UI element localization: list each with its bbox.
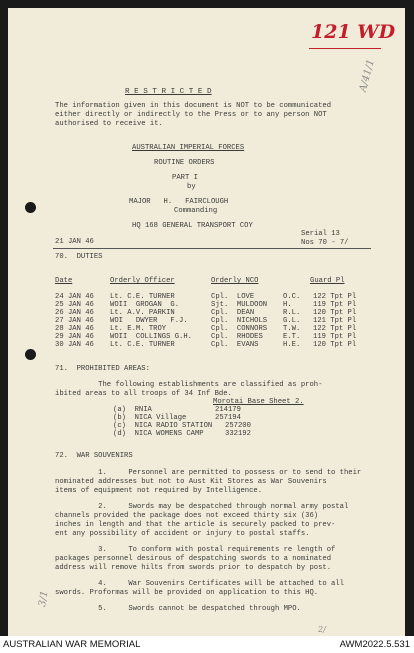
header-divider bbox=[53, 248, 371, 249]
duty-guard: 120 Tpt Pl bbox=[313, 309, 357, 317]
duty-officer: Lt. C.E. TURNER bbox=[110, 293, 175, 301]
commanding-officer: MAJOR H. FAIRCLOUGH bbox=[129, 198, 229, 206]
handwritten-reference: 121 WD bbox=[311, 21, 396, 43]
duty-date: 24 JAN 46 bbox=[55, 293, 94, 301]
map-sheet: Morotai Base Sheet 2. bbox=[213, 398, 304, 406]
duty-officer: WOII GROGAN G. bbox=[110, 301, 180, 309]
duty-date: 25 JAN 46 bbox=[55, 301, 94, 309]
area-grid-ref: 214179 bbox=[215, 406, 241, 414]
area-name: (a) RNIA bbox=[113, 406, 152, 414]
part-number: PART I bbox=[172, 174, 198, 182]
duty-date: 28 JAN 46 bbox=[55, 325, 94, 333]
pencil-annotation: 3/1 bbox=[36, 589, 51, 608]
duty-initials: O.C. bbox=[283, 293, 301, 301]
column-header: Orderly Officer bbox=[110, 277, 175, 285]
area-name: (c) NICA RADIO STATION bbox=[113, 422, 213, 430]
order-numbers: Nos 70 - 7/ bbox=[301, 239, 349, 247]
body-line: 4. War Souvenirs Certificates will be attached to all bbox=[55, 580, 344, 588]
document-page bbox=[8, 8, 405, 636]
pencil-annotation: A/41/1 bbox=[357, 58, 377, 94]
body-line: nominated addresses but not to Aust Kit Stores as War Souvenirs bbox=[55, 478, 327, 486]
duty-nco: Sjt. MULDOON bbox=[211, 301, 268, 309]
warning-line: authorised to receive it. bbox=[55, 120, 163, 128]
duty-officer: Lt. C.E. TURNER bbox=[110, 341, 175, 349]
area-name: (b) NICA Village bbox=[113, 414, 187, 422]
body-line: packages personnel desirous of despatching swords to a nominated bbox=[55, 555, 332, 563]
body-line: items of equipment not required by Intelligence. bbox=[55, 487, 263, 495]
duty-date: 26 JAN 46 bbox=[55, 309, 94, 317]
duty-nco: Cpl. NICHOLS bbox=[211, 317, 268, 325]
duty-date: 27 JAN 46 bbox=[55, 317, 94, 325]
section-heading: 71. PROHIBITED AREAS: bbox=[55, 365, 150, 373]
punch-hole bbox=[25, 349, 36, 360]
duty-officer: WOI DWYER F.J. bbox=[110, 317, 188, 325]
archive-name: AUSTRALIAN WAR MEMORIAL bbox=[3, 639, 141, 650]
body-line: inches in length and that the article is securely packed to prev- bbox=[55, 521, 336, 529]
area-name: (d) NICA WOMENS CAMP bbox=[113, 430, 204, 438]
duty-officer: WOII COLLINGS G.H. bbox=[110, 333, 192, 341]
area-grid-ref: 257194 bbox=[215, 414, 241, 422]
duty-initials: T.W. bbox=[283, 325, 301, 333]
document-title: ROUTINE ORDERS bbox=[154, 159, 215, 167]
classification: R E S T R I C T E D bbox=[125, 88, 212, 96]
section-heading: 72. WAR SOUVENIRS bbox=[55, 452, 133, 460]
body-line: 1. Personnel are permitted to possess or to send to their bbox=[55, 469, 362, 477]
duty-date: 29 JAN 46 bbox=[55, 333, 94, 341]
force-name: AUSTRALIAN IMPERIAL FORCES bbox=[132, 144, 245, 152]
duty-date: 30 JAN 46 bbox=[55, 341, 94, 349]
serial-number: Serial 13 bbox=[301, 230, 340, 238]
duty-initials: E.T. bbox=[283, 333, 301, 341]
body-line: swords. Proformas will be provided on application to this HQ. bbox=[55, 589, 319, 597]
duty-guard: 122 Tpt Pl bbox=[313, 293, 357, 301]
archive-reference: AWM2022.5.531 bbox=[339, 639, 410, 650]
area-grid-ref: 257200 bbox=[225, 422, 251, 430]
duty-nco: Cpl. EVANS bbox=[211, 341, 259, 349]
body-line: ent any possibility of accident or injury to postal staffs. bbox=[55, 530, 310, 538]
section-heading: 70. DUTIES bbox=[55, 253, 103, 261]
duty-guard: 119 Tpt Pl bbox=[313, 333, 357, 341]
duty-nco: Cpl. DEAN bbox=[211, 309, 255, 317]
pencil-annotation: 2/ bbox=[318, 625, 326, 634]
body-line: channels provided the package does not exceed thirty six (36) bbox=[55, 512, 319, 520]
body-line: The following establishments are classified as proh- bbox=[55, 381, 323, 389]
duty-initials: H. bbox=[283, 301, 292, 309]
duty-nco: Cpl. CONNORS bbox=[211, 325, 268, 333]
duty-initials: G.L. bbox=[283, 317, 301, 325]
duty-initials: R.L. bbox=[283, 309, 301, 317]
unit-name: HQ 168 GENERAL TRANSPORT COY bbox=[132, 222, 253, 230]
column-header: Orderly NCO bbox=[211, 277, 259, 285]
duty-guard: 121 Tpt Pl bbox=[313, 317, 357, 325]
duty-initials: H.E. bbox=[283, 341, 301, 349]
officer-role: Commanding bbox=[174, 207, 218, 215]
warning-line: either directly or indirectly to the Press or to any person NOT bbox=[55, 111, 327, 119]
body-line: address will remove hilts from swords prior to despatch by post. bbox=[55, 564, 332, 572]
duty-officer: Lt. E.M. TROY bbox=[110, 325, 167, 333]
duty-guard: 122 Tpt Pl bbox=[313, 325, 357, 333]
duty-nco: Cpl. RHODES bbox=[211, 333, 263, 341]
column-header: Date bbox=[55, 277, 73, 285]
area-grid-ref: 332192 bbox=[225, 430, 251, 438]
body-line: ibited areas to all troops of 34 Inf Bde. bbox=[55, 390, 232, 398]
column-header: Guard Pl bbox=[310, 277, 345, 285]
handwritten-underline bbox=[309, 48, 381, 49]
body-line: 2. Swords may be despatched through normal army postal bbox=[55, 503, 349, 511]
body-line: 5. Swords cannot be despatched through MPO. bbox=[55, 605, 301, 613]
duty-guard: 119 Tpt Pl bbox=[313, 301, 357, 309]
punch-hole bbox=[25, 202, 36, 213]
order-date: 21 JAN 46 bbox=[55, 238, 94, 246]
duty-guard: 120 Tpt Pl bbox=[313, 341, 357, 349]
warning-line: The information given in this document is NOT to be communicated bbox=[55, 102, 332, 110]
body-line: 3. To conform with postal requirements re length of bbox=[55, 546, 336, 554]
duty-officer: Lt. A.V. PARKIN bbox=[110, 309, 175, 317]
by-text: by bbox=[187, 183, 196, 191]
duty-nco: Cpl. LOVE bbox=[211, 293, 255, 301]
archive-footer bbox=[0, 636, 414, 653]
